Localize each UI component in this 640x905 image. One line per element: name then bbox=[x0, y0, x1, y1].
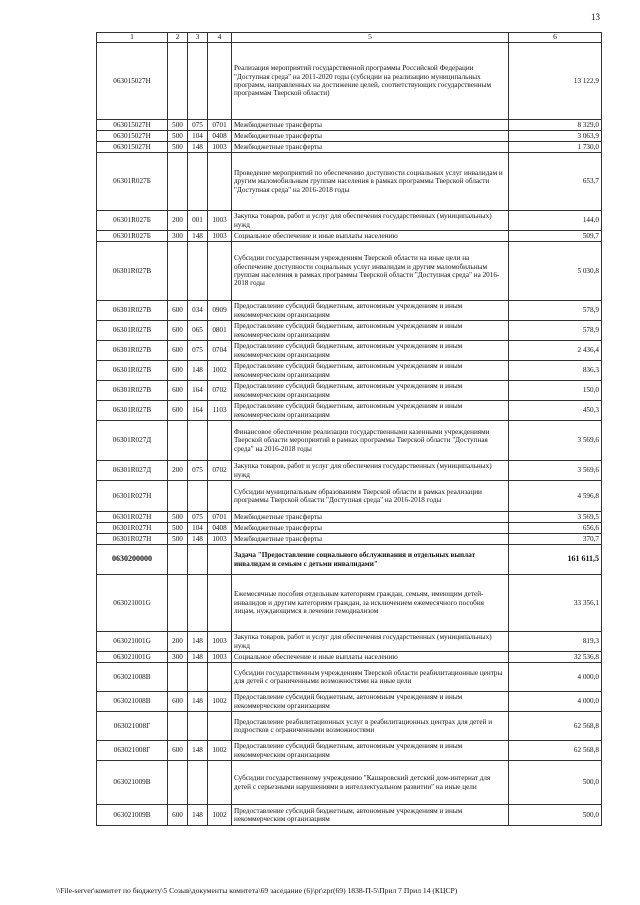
section-code-cell: 600 bbox=[168, 805, 188, 826]
table-row bbox=[97, 805, 602, 826]
code-cell: 06301R027Н bbox=[97, 481, 168, 512]
name-cell: Предоставление субсидий бюджетным, автономным учреждениям и иным некоммерческим организациям bbox=[232, 401, 509, 421]
name-cell: Закупка товаров, работ и услуг для обеспечения государственных (муниципальных) нужд bbox=[232, 211, 509, 231]
section-code-cell bbox=[168, 761, 188, 805]
name-cell: Межбюджетные трансферты bbox=[232, 142, 509, 153]
table-row bbox=[97, 401, 602, 421]
department-code-cell: 148 bbox=[188, 361, 208, 381]
table-row bbox=[97, 545, 602, 575]
code-cell: 063021009В bbox=[97, 761, 168, 805]
table-row bbox=[97, 153, 602, 211]
section-code-cell: 500 bbox=[168, 142, 188, 153]
subsection-code-cell: 1002 bbox=[208, 361, 232, 381]
table-row bbox=[97, 652, 602, 663]
subsection-code-cell bbox=[208, 712, 232, 741]
section-code-cell: 500 bbox=[168, 534, 188, 545]
code-cell: 06301R027Н bbox=[97, 512, 168, 523]
amount-cell: 656,6 bbox=[509, 523, 602, 534]
subsection-code-cell bbox=[208, 545, 232, 575]
section-code-cell: 300 bbox=[168, 231, 188, 242]
department-code-cell: 104 bbox=[188, 523, 208, 534]
name-cell: Предоставление субсидий бюджетным, автономным учреждениям и иным некоммерческим организациям bbox=[232, 381, 509, 401]
amount-cell: 509,7 bbox=[509, 231, 602, 242]
column-header: 5 bbox=[232, 33, 509, 43]
department-code-cell bbox=[188, 421, 208, 461]
code-cell: 06301R027В bbox=[97, 361, 168, 381]
table-row bbox=[97, 534, 602, 545]
name-cell: Социальное обеспечение и иные выплаты населению bbox=[232, 652, 509, 663]
subsection-code-cell: 1103 bbox=[208, 401, 232, 421]
column-header: 1 bbox=[97, 33, 168, 43]
code-cell: 063021001G bbox=[97, 652, 168, 663]
column-header: 4 bbox=[208, 33, 232, 43]
section-code-cell bbox=[168, 242, 188, 301]
subsection-code-cell bbox=[208, 43, 232, 120]
name-cell: Закупка товаров, работ и услуг для обеспечения государственных (муниципальных) нужд bbox=[232, 461, 509, 481]
table-row bbox=[97, 341, 602, 361]
department-code-cell bbox=[188, 43, 208, 120]
department-code-cell: 065 bbox=[188, 321, 208, 341]
department-code-cell: 034 bbox=[188, 301, 208, 321]
section-code-cell: 500 bbox=[168, 512, 188, 523]
subsection-code-cell bbox=[208, 242, 232, 301]
department-code-cell: 148 bbox=[188, 805, 208, 826]
code-cell: 06301R027В bbox=[97, 301, 168, 321]
name-cell: Субсидии государственным учреждениям Тверской области реабилитационные центры для детей с ограниченными возможностями на иные цели bbox=[232, 663, 509, 692]
section-code-cell bbox=[168, 153, 188, 211]
amount-cell: 3 063,9 bbox=[509, 131, 602, 142]
section-code-cell: 500 bbox=[168, 120, 188, 131]
department-code-cell: 075 bbox=[188, 461, 208, 481]
code-cell: 06301R027В bbox=[97, 381, 168, 401]
name-cell: Социальное обеспечение и иные выплаты населению bbox=[232, 231, 509, 242]
section-code-cell: 600 bbox=[168, 381, 188, 401]
department-code-cell bbox=[188, 712, 208, 741]
section-code-cell bbox=[168, 663, 188, 692]
amount-cell: 819,3 bbox=[509, 632, 602, 652]
table-row bbox=[97, 211, 602, 231]
amount-cell: 500,0 bbox=[509, 761, 602, 805]
amount-cell: 836,3 bbox=[509, 361, 602, 381]
section-code-cell bbox=[168, 421, 188, 461]
table-row bbox=[97, 381, 602, 401]
code-cell: 06301R027Д bbox=[97, 421, 168, 461]
code-cell: 063021001G bbox=[97, 632, 168, 652]
amount-cell: 1 730,0 bbox=[509, 142, 602, 153]
subsection-code-cell: 0701 bbox=[208, 120, 232, 131]
amount-cell: 370,7 bbox=[509, 534, 602, 545]
department-code-cell bbox=[188, 242, 208, 301]
amount-cell: 3 569,6 bbox=[509, 461, 602, 481]
department-code-cell: 148 bbox=[188, 741, 208, 761]
name-cell: Предоставление субсидий бюджетным, автономным учреждениям и иным некоммерческим организациям bbox=[232, 301, 509, 321]
table-row bbox=[97, 761, 602, 805]
name-cell: Субсидии государственному учреждению "Кашаровский детский дом-интернат для детей с серьезными нарушениями в интеллектуальном развитии" на иные цели bbox=[232, 761, 509, 805]
name-cell: Проведение мероприятий по обеспечению доступности социальных услуг инвалидам и другим маломобильным группам населения в рамках программы Тверской области "Доступная среда" на 2016-2018 годы bbox=[232, 153, 509, 211]
name-cell: Задача "Предоставление социального обслуживания и отдельных выплат инвалидам и семьям с детьми инвалидами" bbox=[232, 545, 509, 575]
code-cell: 0630200000 bbox=[97, 545, 168, 575]
amount-cell: 578,9 bbox=[509, 321, 602, 341]
name-cell: Межбюджетные трансферты bbox=[232, 512, 509, 523]
column-header: 2 bbox=[168, 33, 188, 43]
subsection-code-cell: 1003 bbox=[208, 231, 232, 242]
section-code-cell: 600 bbox=[168, 361, 188, 381]
amount-cell: 62 568,8 bbox=[509, 712, 602, 741]
code-cell: 06301R027В bbox=[97, 341, 168, 361]
section-code-cell: 500 bbox=[168, 131, 188, 142]
name-cell: Межбюджетные трансферты bbox=[232, 534, 509, 545]
department-code-cell: 148 bbox=[188, 231, 208, 242]
department-code-cell bbox=[188, 153, 208, 211]
code-cell: 06301R027Н bbox=[97, 523, 168, 534]
amount-cell: 62 568,8 bbox=[509, 741, 602, 761]
code-cell: 06301R027В bbox=[97, 242, 168, 301]
section-code-cell: 600 bbox=[168, 341, 188, 361]
table-row bbox=[97, 575, 602, 632]
code-cell: 063021001G bbox=[97, 575, 168, 632]
column-header: 3 bbox=[188, 33, 208, 43]
subsection-code-cell bbox=[208, 421, 232, 461]
column-header-row bbox=[97, 33, 602, 43]
amount-cell: 32 536,8 bbox=[509, 652, 602, 663]
section-code-cell: 200 bbox=[168, 211, 188, 231]
subsection-code-cell: 1003 bbox=[208, 652, 232, 663]
amount-cell: 13 122,9 bbox=[509, 43, 602, 120]
section-code-cell bbox=[168, 481, 188, 512]
code-cell: 063021009В bbox=[97, 805, 168, 826]
table-row bbox=[97, 131, 602, 142]
amount-cell: 3 569,5 bbox=[509, 512, 602, 523]
budget-table bbox=[96, 32, 602, 826]
table-row bbox=[97, 301, 602, 321]
section-code-cell: 600 bbox=[168, 301, 188, 321]
code-cell: 06301R027Б bbox=[97, 231, 168, 242]
department-code-cell: 148 bbox=[188, 632, 208, 652]
name-cell: Межбюджетные трансферты bbox=[232, 131, 509, 142]
table-row bbox=[97, 712, 602, 741]
table-row bbox=[97, 142, 602, 153]
section-code-cell: 600 bbox=[168, 692, 188, 712]
amount-cell: 4 000,0 bbox=[509, 692, 602, 712]
amount-cell: 2 436,4 bbox=[509, 341, 602, 361]
name-cell: Финансовое обеспечение реализации государственными казенными учреждениями Тверской области мероприятий в рамках программы Тверской области "Доступная среда" на 2016-2018 годы bbox=[232, 421, 509, 461]
page-number: 13 bbox=[591, 12, 600, 22]
amount-cell: 450,3 bbox=[509, 401, 602, 421]
code-cell: 063021008В bbox=[97, 663, 168, 692]
table-row bbox=[97, 43, 602, 120]
table-row bbox=[97, 741, 602, 761]
table-row bbox=[97, 361, 602, 381]
department-code-cell: 148 bbox=[188, 692, 208, 712]
department-code-cell bbox=[188, 663, 208, 692]
table-row bbox=[97, 523, 602, 534]
subsection-code-cell bbox=[208, 153, 232, 211]
department-code-cell: 075 bbox=[188, 512, 208, 523]
department-code-cell: 148 bbox=[188, 142, 208, 153]
code-cell: 063021008В bbox=[97, 692, 168, 712]
section-code-cell: 300 bbox=[168, 652, 188, 663]
amount-cell: 33 356,1 bbox=[509, 575, 602, 632]
amount-cell: 150,0 bbox=[509, 381, 602, 401]
subsection-code-cell: 0408 bbox=[208, 523, 232, 534]
name-cell: Межбюджетные трансферты bbox=[232, 523, 509, 534]
department-code-cell: 148 bbox=[188, 652, 208, 663]
table-row bbox=[97, 231, 602, 242]
name-cell: Субсидии государственным учреждениям Тверской области на иные цели на обеспечение доступности социальных услуг инвалидам и другим маломобильным группам населения в рамках программы Тверской области "Доступная среда" на 2016-2018 годы bbox=[232, 242, 509, 301]
file-path-footer: \\File-server\комитет по бюджету\5 Созыв\документы комитета\69 заседание (6)\pr\zpr(69) 1838-П-5\Прил 7 Прил 14 (КЦСР) bbox=[56, 886, 458, 895]
code-cell: 063015027Н bbox=[97, 43, 168, 120]
department-code-cell bbox=[188, 761, 208, 805]
amount-cell: 5 030,8 bbox=[509, 242, 602, 301]
department-code-cell: 075 bbox=[188, 341, 208, 361]
table-row bbox=[97, 481, 602, 512]
code-cell: 06301R027Б bbox=[97, 153, 168, 211]
subsection-code-cell: 0701 bbox=[208, 512, 232, 523]
section-code-cell bbox=[168, 545, 188, 575]
subsection-code-cell: 0408 bbox=[208, 131, 232, 142]
name-cell: Межбюджетные трансферты bbox=[232, 120, 509, 131]
department-code-cell: 001 bbox=[188, 211, 208, 231]
table-row bbox=[97, 461, 602, 481]
table-row bbox=[97, 120, 602, 131]
subsection-code-cell: 0801 bbox=[208, 321, 232, 341]
subsection-code-cell bbox=[208, 575, 232, 632]
name-cell: Предоставление субсидий бюджетным, автономным учреждениям и иным некоммерческим организациям bbox=[232, 361, 509, 381]
code-cell: 063021008Г bbox=[97, 741, 168, 761]
amount-cell: 4 000,0 bbox=[509, 663, 602, 692]
table-row bbox=[97, 242, 602, 301]
code-cell: 06301R027Б bbox=[97, 211, 168, 231]
subsection-code-cell: 1002 bbox=[208, 741, 232, 761]
department-code-cell bbox=[188, 545, 208, 575]
department-code-cell: 104 bbox=[188, 131, 208, 142]
amount-cell: 161 611,5 bbox=[509, 545, 602, 575]
code-cell: 06301R027В bbox=[97, 401, 168, 421]
subsection-code-cell bbox=[208, 663, 232, 692]
department-code-cell bbox=[188, 575, 208, 632]
department-code-cell: 148 bbox=[188, 534, 208, 545]
table-row bbox=[97, 663, 602, 692]
name-cell: Предоставление субсидий бюджетным, автономным учреждениям и иным некоммерческим организациям bbox=[232, 741, 509, 761]
amount-cell: 144,0 bbox=[509, 211, 602, 231]
subsection-code-cell: 1003 bbox=[208, 632, 232, 652]
department-code-cell: 164 bbox=[188, 381, 208, 401]
subsection-code-cell: 0702 bbox=[208, 381, 232, 401]
section-code-cell: 500 bbox=[168, 523, 188, 534]
table-row bbox=[97, 632, 602, 652]
subsection-code-cell: 0704 bbox=[208, 341, 232, 361]
amount-cell: 653,7 bbox=[509, 153, 602, 211]
name-cell: Ежемесячные пособия отдельным категориям граждан, семьям, имеющим детей-инвалидов и другим категориям граждан, за исключением ежемесячного пособия лицам, нуждающимся в лечении гемодиализом bbox=[232, 575, 509, 632]
subsection-code-cell: 1003 bbox=[208, 142, 232, 153]
department-code-cell: 164 bbox=[188, 401, 208, 421]
department-code-cell bbox=[188, 481, 208, 512]
name-cell: Реализация мероприятий государственной программы Российской Федерации "Доступная среда" на 2011-2020 годы (субсидии на реализацию муниципальных программ, направленных на достижение целей, соответствующих государственным программам Тверской области) bbox=[232, 43, 509, 120]
subsection-code-cell: 0909 bbox=[208, 301, 232, 321]
name-cell: Предоставление субсидий бюджетным, автономным учреждениям и иным некоммерческим организациям bbox=[232, 341, 509, 361]
section-code-cell: 600 bbox=[168, 741, 188, 761]
subsection-code-cell: 1003 bbox=[208, 211, 232, 231]
code-cell: 063015027Н bbox=[97, 131, 168, 142]
name-cell: Предоставление субсидий бюджетным, автономным учреждениям и иным некоммерческим организациям bbox=[232, 692, 509, 712]
code-cell: 06301R027Д bbox=[97, 461, 168, 481]
amount-cell: 3 569,6 bbox=[509, 421, 602, 461]
subsection-code-cell: 0702 bbox=[208, 461, 232, 481]
code-cell: 063021008Г bbox=[97, 712, 168, 741]
section-code-cell: 200 bbox=[168, 632, 188, 652]
section-code-cell bbox=[168, 712, 188, 741]
table-row bbox=[97, 512, 602, 523]
amount-cell: 4 596,8 bbox=[509, 481, 602, 512]
subsection-code-cell bbox=[208, 481, 232, 512]
table-row bbox=[97, 321, 602, 341]
subsection-code-cell: 1002 bbox=[208, 805, 232, 826]
section-code-cell bbox=[168, 43, 188, 120]
name-cell: Предоставление субсидий бюджетным, автономным учреждениям и иным некоммерческим организациям bbox=[232, 321, 509, 341]
name-cell: Предоставление реабилитационных услуг в реабилитационных центрах для детей и подростков с ограниченными возможностями bbox=[232, 712, 509, 741]
subsection-code-cell bbox=[208, 761, 232, 805]
subsection-code-cell: 1003 bbox=[208, 534, 232, 545]
code-cell: 06301R027Н bbox=[97, 534, 168, 545]
section-code-cell: 200 bbox=[168, 461, 188, 481]
department-code-cell: 075 bbox=[188, 120, 208, 131]
table-row bbox=[97, 692, 602, 712]
amount-cell: 8 329,0 bbox=[509, 120, 602, 131]
name-cell: Предоставление субсидий бюджетным, автономным учреждениям и иным некоммерческим организациям bbox=[232, 805, 509, 826]
name-cell: Закупка товаров, работ и услуг для обеспечения государственных (муниципальных) нужд bbox=[232, 632, 509, 652]
table-row bbox=[97, 421, 602, 461]
column-header: 6 bbox=[509, 33, 602, 43]
code-cell: 063015027Н bbox=[97, 120, 168, 131]
subsection-code-cell: 1002 bbox=[208, 692, 232, 712]
code-cell: 063015027Н bbox=[97, 142, 168, 153]
section-code-cell: 600 bbox=[168, 401, 188, 421]
code-cell: 06301R027В bbox=[97, 321, 168, 341]
section-code-cell: 600 bbox=[168, 321, 188, 341]
section-code-cell bbox=[168, 575, 188, 632]
amount-cell: 500,0 bbox=[509, 805, 602, 826]
amount-cell: 578,9 bbox=[509, 301, 602, 321]
name-cell: Субсидии муниципальным образованиям Тверской области в рамках реализации программы Тверской области "Доступная среда" на 2016-2018 годы bbox=[232, 481, 509, 512]
